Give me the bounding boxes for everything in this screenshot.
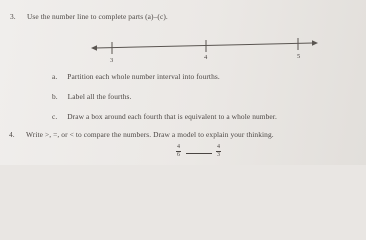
part-a-text: Partition each whole number interval into fourths. (67, 72, 220, 81)
number-line-left-arrow (91, 45, 97, 51)
left-numerator: 4 (177, 144, 180, 150)
tick-label-5: 5 (297, 53, 301, 60)
part-c-label: c. (52, 112, 58, 121)
part-b (52, 92, 131, 101)
tick-label-4: 4 (204, 54, 208, 61)
right-numerator: 4 (217, 144, 220, 150)
comparison-answer-blank[interactable] (186, 153, 212, 154)
part-a-label: a. (52, 72, 58, 81)
left-denominator: 6 (177, 151, 180, 158)
part-b-label: b. (52, 92, 58, 101)
right-fraction (216, 144, 221, 158)
tick-label-3: 3 (110, 57, 114, 64)
number-line-right-arrow (312, 40, 318, 46)
problem-3-number: 3. (10, 12, 16, 21)
left-fraction (176, 144, 181, 158)
right-denominator: 3 (217, 151, 220, 158)
part-a (52, 72, 220, 81)
number-line-axis (95, 43, 313, 48)
part-b-text: Label all the fourths. (67, 92, 132, 101)
problem-4-number: 4. (9, 130, 15, 139)
part-c (52, 112, 277, 121)
part-c-text: Draw a box around each fourth that is equivalent to a whole number. (67, 112, 277, 121)
problem-4-prompt: Write >, =, or < to compare the numbers. Draw a model to explain your thinking. (26, 130, 274, 139)
problem-3-prompt: Use the number line to complete parts (a)–(c). (27, 12, 168, 21)
